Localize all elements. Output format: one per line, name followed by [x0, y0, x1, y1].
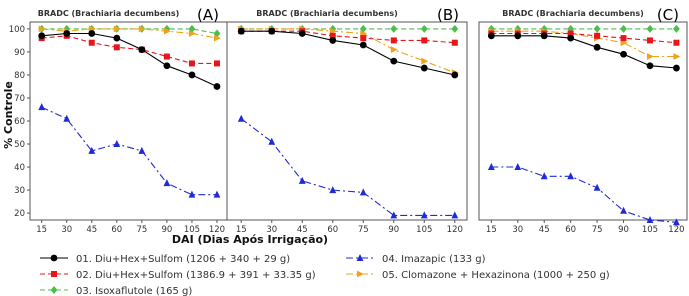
x-tick-label: 75: [357, 225, 369, 235]
data-point: [164, 54, 170, 60]
data-point: [452, 40, 458, 46]
x-tick-label: 105: [416, 225, 433, 235]
data-point: [89, 40, 95, 46]
x-tick-label: 90: [388, 225, 400, 235]
x-tick-label: 120: [446, 225, 463, 235]
data-point: [594, 44, 601, 51]
legend-marker: [51, 286, 58, 294]
x-tick-label: 60: [327, 225, 339, 235]
y-tick-label: 40: [14, 163, 25, 174]
legend-item: [346, 254, 486, 265]
legend-label: 04. Imazapic (133 g): [382, 254, 486, 265]
panel-letter: (A): [197, 6, 219, 24]
legend-marker: [51, 271, 57, 277]
data-point: [390, 58, 397, 65]
x-tick-label: 90: [161, 225, 173, 235]
x-tick-label: 45: [538, 225, 550, 235]
data-point: [647, 62, 654, 69]
data-point: [673, 65, 680, 72]
x-tick-label: 30: [266, 225, 278, 235]
legend-item: [40, 270, 316, 281]
data-point: [620, 51, 627, 58]
data-point: [299, 30, 306, 37]
legend-marker: [357, 271, 364, 278]
x-tick-label: 105: [183, 225, 201, 235]
y-tick-label: 30: [14, 186, 25, 197]
x-tick-label: 75: [591, 225, 603, 235]
data-point: [329, 37, 336, 44]
data-point: [647, 37, 653, 43]
data-point: [673, 40, 679, 46]
panel-letter: (B): [437, 6, 459, 24]
plot-frame: [30, 22, 227, 220]
data-point: [391, 37, 397, 43]
legend: [40, 254, 610, 296]
data-point: [268, 28, 275, 35]
data-point: [88, 30, 95, 37]
panel-title: BRADC (Brachiaria decumbens): [256, 9, 398, 18]
data-point: [189, 72, 196, 79]
data-point: [621, 35, 627, 41]
legend-marker: [51, 255, 58, 262]
data-point: [514, 32, 521, 39]
data-point: [138, 46, 145, 53]
x-tick-label: 15: [235, 225, 247, 235]
x-tick-label: 45: [86, 225, 98, 235]
legend-label: 02. Diu+Hex+Sulfom (1386.9 + 391 + 33.35 g): [76, 270, 316, 281]
x-tick-label: 45: [296, 225, 308, 235]
legend-item: [40, 254, 290, 265]
chart-panel-b: [227, 6, 467, 235]
data-point: [113, 35, 120, 42]
data-point: [214, 83, 221, 90]
data-point: [360, 42, 367, 49]
x-tick-label: 30: [512, 225, 524, 235]
panel-letter: (C): [656, 6, 679, 24]
legend-label: 05. Clomazone + Hexazinona (1000 + 250 g): [382, 270, 610, 281]
chart-panels: [9, 6, 687, 235]
plot-frame: [227, 22, 467, 220]
x-tick-label: 75: [136, 225, 148, 235]
panel-title: BRADC (Brachiaria decumbens): [37, 9, 180, 18]
y-tick-label: 100: [8, 24, 25, 35]
y-axis-title: % Controle: [2, 81, 15, 149]
data-point: [214, 60, 220, 66]
data-point: [114, 44, 120, 50]
x-tick-label: 90: [618, 225, 629, 235]
legend-item: [346, 270, 610, 281]
plot-frame: [479, 22, 687, 220]
chart-panel-c: [479, 6, 687, 235]
data-point: [163, 62, 170, 69]
data-point: [594, 33, 600, 39]
data-point: [421, 37, 427, 43]
chart-panel-a: [9, 6, 227, 235]
data-point: [541, 32, 548, 39]
x-tick-label: 120: [208, 225, 226, 235]
legend-label: 03. Isoxaflutole (165 g): [76, 286, 193, 296]
legend-item: [40, 286, 192, 296]
x-tick-label: 15: [485, 225, 497, 235]
x-tick-label: 30: [61, 225, 73, 235]
x-axis-title: DAI (Dias Após Irrigação): [171, 233, 329, 246]
y-tick-label: 90: [14, 47, 25, 58]
x-tick-label: 60: [565, 225, 577, 235]
data-point: [451, 72, 458, 79]
y-tick-label: 60: [14, 117, 25, 127]
y-tick-label: 20: [14, 209, 25, 220]
legend-label: 01. Diu+Hex+Sulfom (1206 + 340 + 29 g): [76, 254, 291, 265]
x-tick-label: 120: [668, 225, 685, 235]
y-tick-label: 80: [14, 70, 25, 81]
y-tick-label: 70: [14, 93, 25, 104]
x-tick-label: 15: [36, 225, 48, 235]
data-point: [238, 28, 245, 35]
x-tick-label: 105: [641, 225, 659, 235]
data-point: [63, 30, 70, 37]
data-point: [567, 35, 574, 42]
data-point: [38, 32, 45, 39]
data-point: [488, 32, 495, 39]
x-tick-label: 60: [111, 225, 123, 235]
data-point: [189, 60, 195, 66]
y-tick-label: 50: [14, 140, 25, 151]
panel-title: BRADC (Brachiaria decumbens): [502, 9, 644, 18]
data-point: [421, 65, 428, 72]
data-point: [360, 35, 366, 41]
